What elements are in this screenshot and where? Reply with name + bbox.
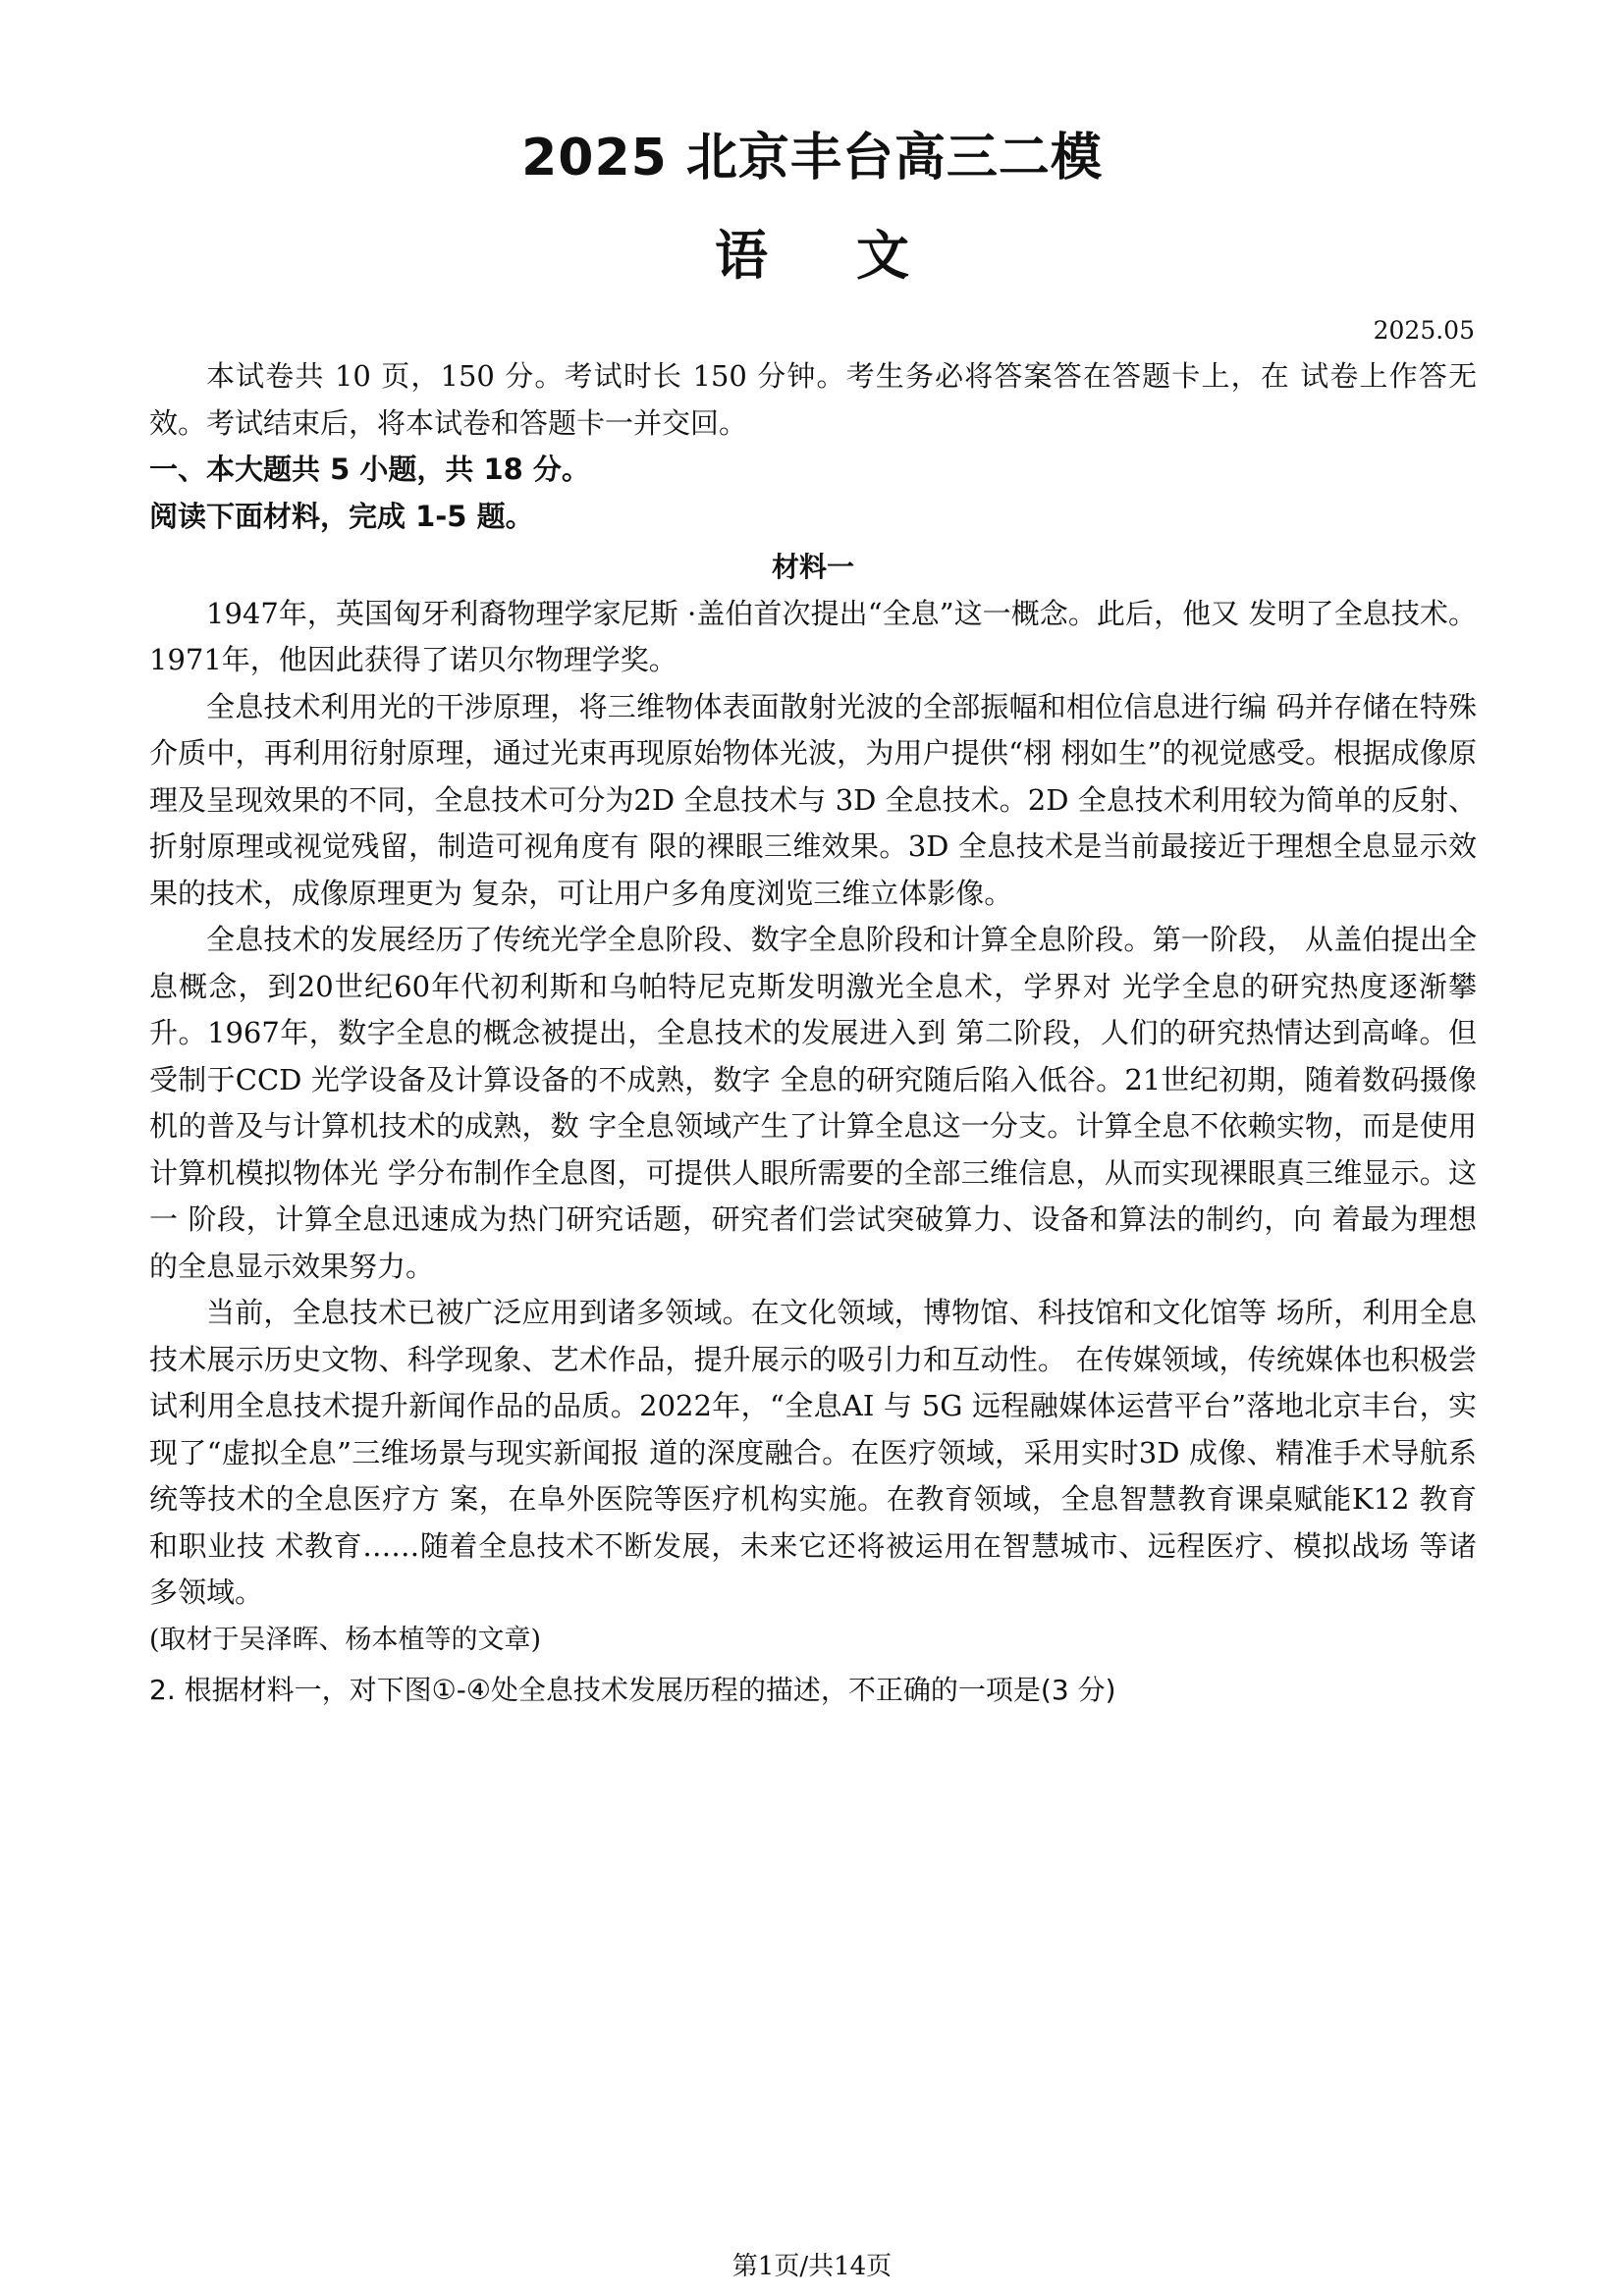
exam-title: 2025 北京丰台高三二模 (521, 129, 1103, 187)
source-note: (取材于吴泽晖、杨本植等的文章) (149, 1624, 542, 1655)
section-heading: 一、本大题共 5 小题，共 18 分。 (149, 453, 590, 486)
question-2: 2. 根据材料一，对下图①-④处全息技术发展历程的描述，不正确的一项是(3 分) (149, 1674, 1116, 1706)
paragraph-2: 全息技术利用光的干涉原理，将三维物体表面散射光波的全部振幅和相位信息进行编 码并存储在特殊介质中，再利用衍射原理，通过光束再现原始物体光波，为用户提供“栩 栩如生”的视觉感受。根据成像原理及呈现效果的不同，全息技术可分为2D 全息技术与 3D 全息技术。2D 全息技术利用较为简单的反射、折射原理或视觉残留，制造可视角度有 限的裸眼三维效果。3D 全息技术是当前最接近于理想全息显示效果的技术，成像原理更为 复杂，可让用户多角度浏览三维立体影像。 (149, 689, 1477, 910)
reading-direction: 阅读下面材料，完成 1-5 题。 (149, 499, 534, 533)
page-number: 第1页/共14页 (731, 2252, 893, 2281)
paragraph-3: 全息技术的发展经历了传统光学全息阶段、数字全息阶段和计算全息阶段。第一阶段， 从盖伯提出全息概念，到20世纪60年代初利斯和乌帕特尼克斯发明激光全息术，学界对 光学全息的研究热度逐渐攀升。1967年，数字全息的概念被提出，全息技术的发展进入到 第二阶段，人们的研究热情达到高峰。但受制于CCD 光学设备及计算设备的不成熟，数字 全息的研究随后陷入低谷。21世纪初期，随着数码摄像机的普及与计算机技术的成熟，数 字全息领域产生了计算全息这一分支。计算全息不依赖实物，而是使用计算机模拟物体光 学分布制作全息图，可提供人眼所需要的全部三维信息，从而实现裸眼真三维显示。这一 阶段，计算全息迅速成为热门研究话题，研究者们尝试突破算力、设备和算法的制约，向 着最为理想的全息显示效果努力。 (149, 923, 1477, 1283)
subject-title: 语文 (715, 225, 998, 287)
paragraph-4: 当前，全息技术已被广泛应用到诸多领域。在文化领域，博物馆、科技馆和文化馆等 场所，利用全息技术展示历史文物、科学现象、艺术作品，提升展示的吸引力和互动性。 在传媒领域，传统媒体也积极尝试利用全息技术提升新闻作品的品质。2022年，“全息AI 与 5G 远程融媒体运营平台”落地北京丰台，实现了“虚拟全息”三维场景与现实新闻报 道的深度融合。在医疗领域，采用实时3D 成像、精准手术导航系统等技术的全息医疗方 案，在阜外医院等医疗机构实施。在教育领域，全息智慧教育课桌赋能K12 教育和职业技 术教育……随着全息技术不断发展，未来它还将被运用在智慧城市、远程医疗、模拟战场 等诸多领域。 (149, 1296, 1477, 1609)
exam-content (149, 353, 1477, 1714)
instructions: 本试卷共 10 页，150 分。考试时长 150 分钟。考生务必将答案答在答题卡上，在 试卷上作答无效。考试结束后，将本试卷和答题卡一并交回。 (149, 359, 1477, 440)
paragraph-1: 1947年，英国匈牙利裔物理学家尼斯 ·盖伯首次提出“全息”这一概念。此后，他又 发明了全息技术。1971年，他因此获得了诺贝尔物理学奖。 (149, 596, 1477, 676)
exam-date: 2025.05 (1373, 316, 1475, 345)
material-title: 材料一 (771, 551, 854, 583)
